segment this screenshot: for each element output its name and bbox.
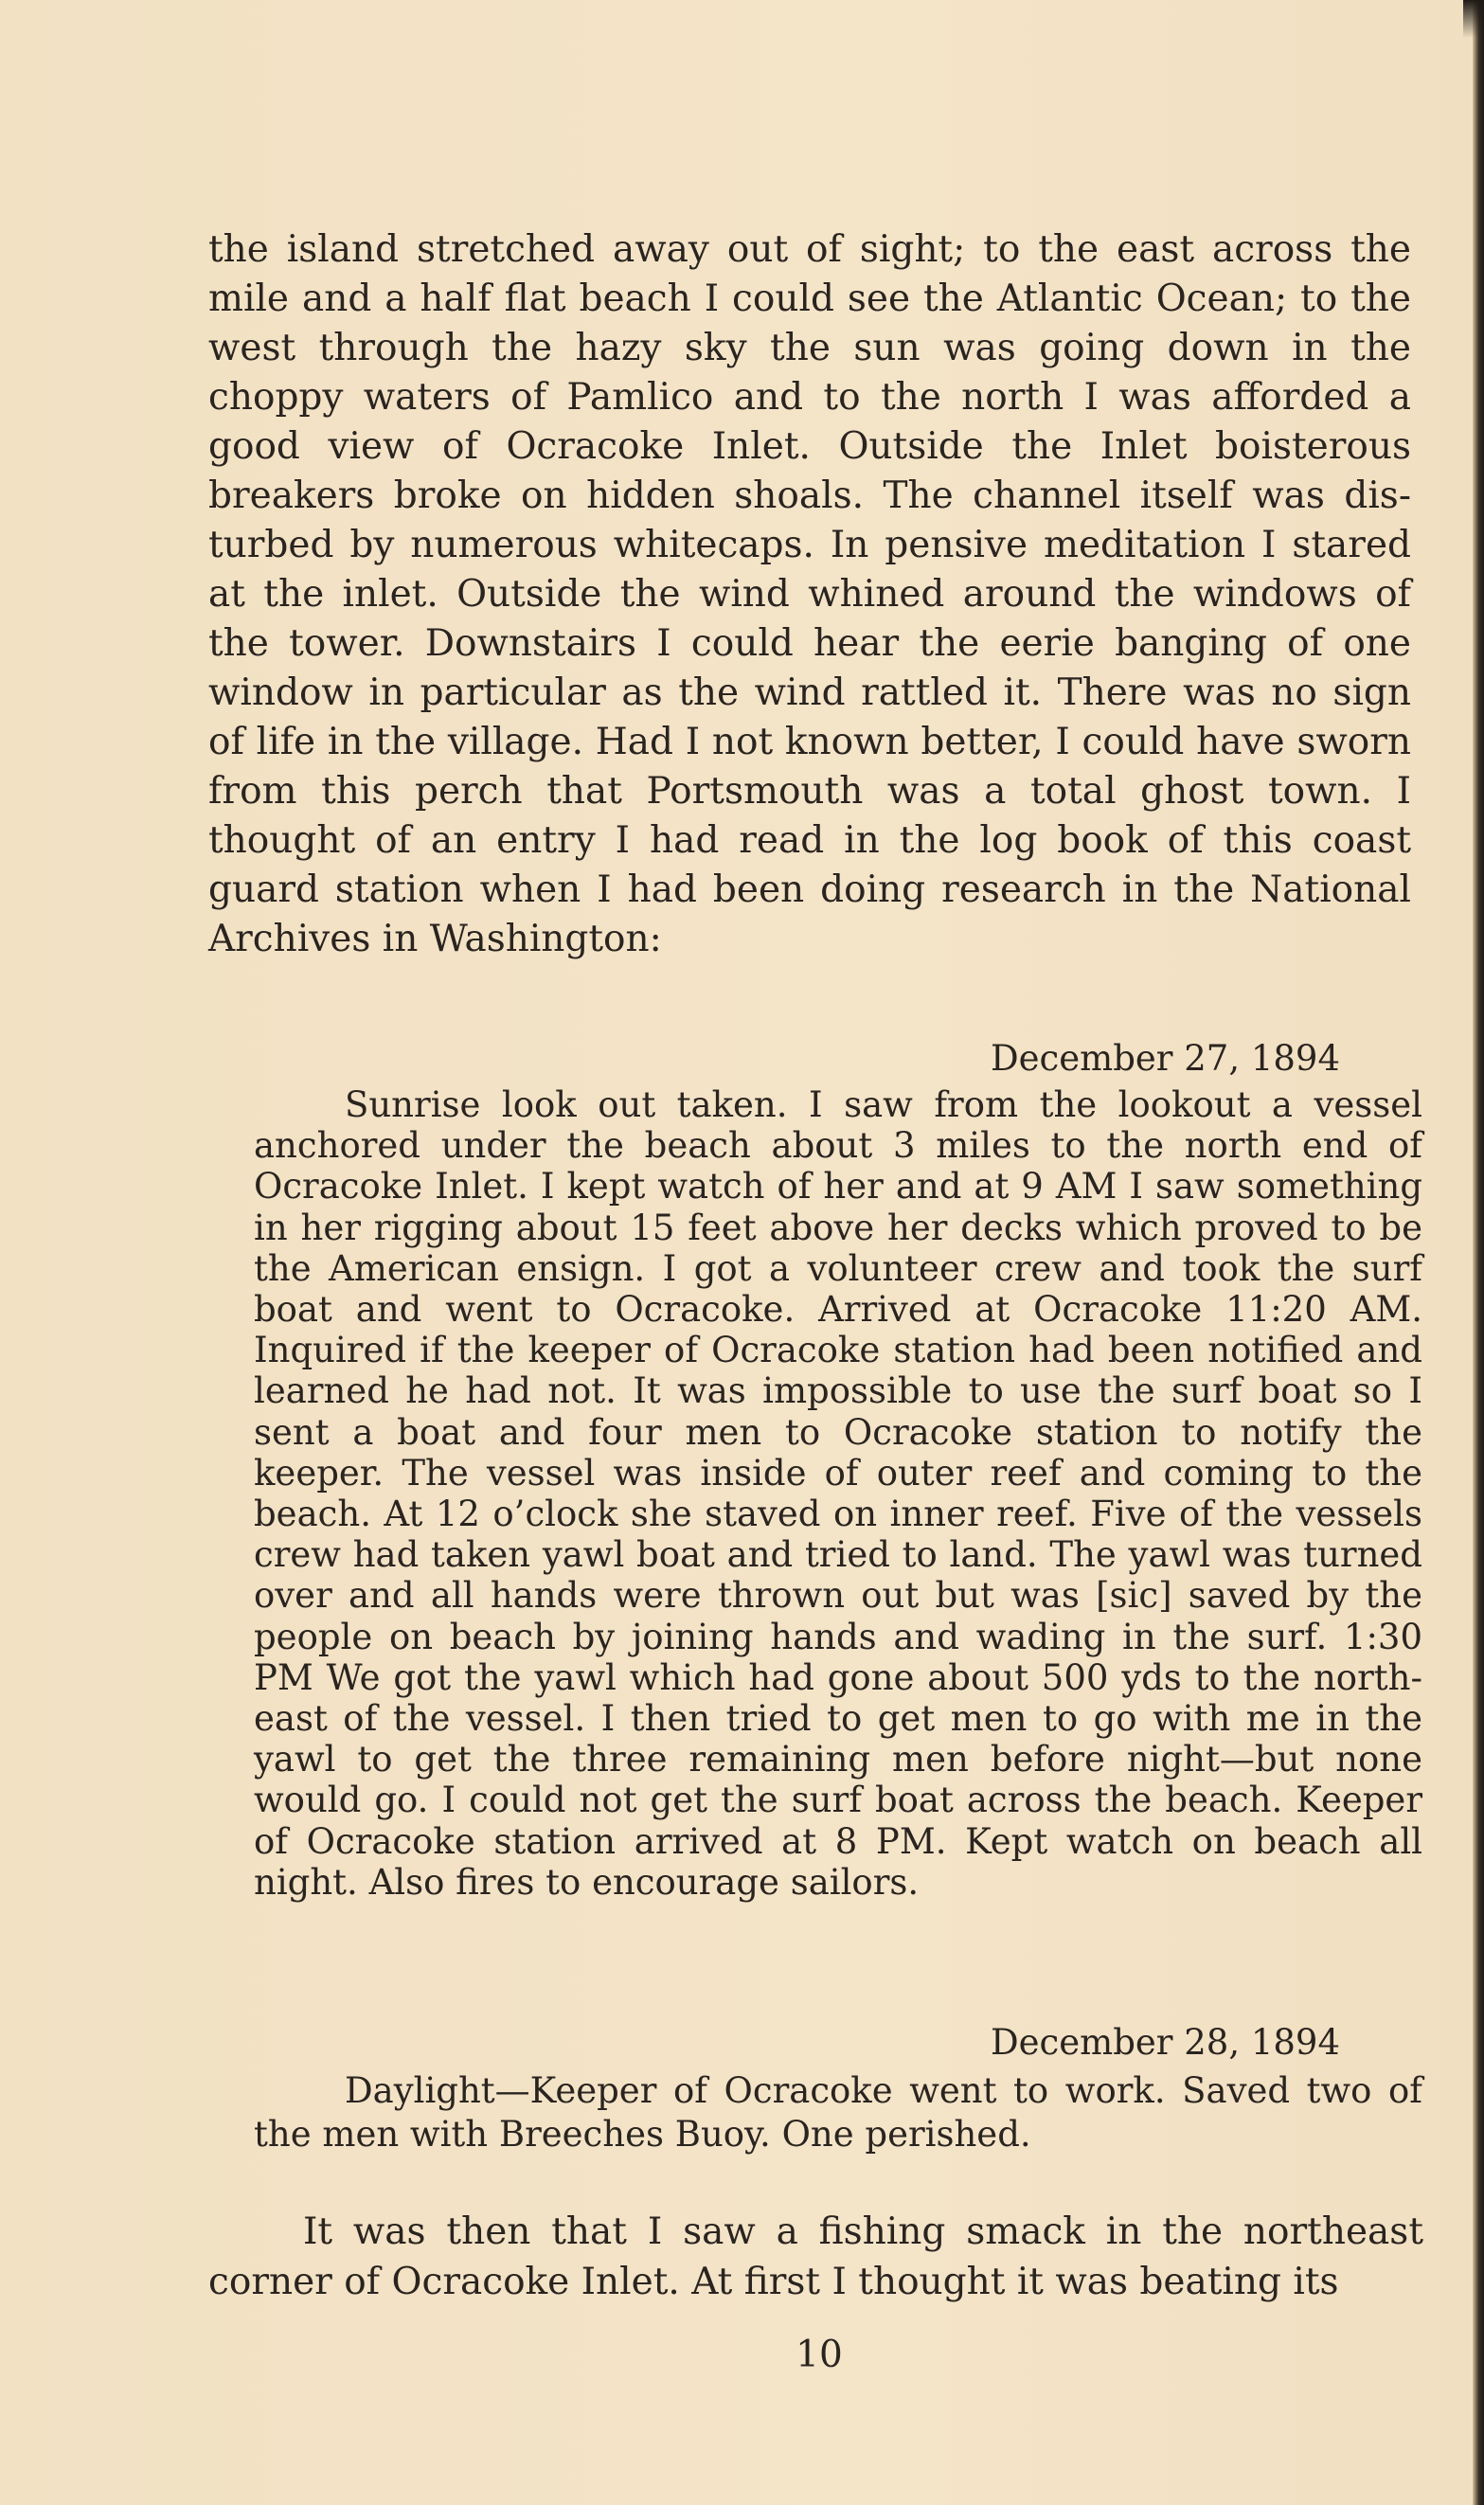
opening-paragraph: the island stretched away out of sight; to the east across the mile and a half flat beach I could see the Atlantic Ocean; to the west through the hazy sky the sun was going down in the choppy waters of Pamlico and to the north I was afforded a good view of Ocracoke Inlet. Outside the Inlet boisterous breakers broke on hidden shoals. The channel itself was disturbed by numerous whitecaps. In pensive meditation I stared at the inlet. Outside the wind whined around the windows of the tower. Downstairs I could hear the eerie banging of one window in particular as the wind rattled it. There was no sign of life in the village. Had I not known better, I could have sworn from this perch that Portsmouth was a total ghost town. I thought of an entry I had read in the log book of this coast guard station when I had been doing research in the National Archives in Washington: (208, 228, 1411, 960)
log-entry-date-1: December 27, 1894 (990, 1038, 1340, 1079)
closing-paragraph: It was then that I saw a fishing smack in the northeast corner of Ocracoke Inlet. At first I thought it was beating its (208, 2210, 1423, 2303)
log-entry-text-1: Sunrise look out taken. I saw from the lookout a vessel anchored under the beach about 3 miles to the north end of Ocracoke Inlet. I kept watch of her and at 9 AM I saw something in her rigging about 15 feet above her decks which proved to be the American ensign. I got a volunteer crew and took the surf boat and went to Ocracoke. Arrived at Ocracoke 11:20 AM. Inquired if the keeper of Ocracoke station had been notified and learned he had not. It was impossible to use the surf boat so I sent a boat and four men to Ocracoke station to notify the keeper. The vessel was inside of outer reef and coming to the beach. At 12 o’clock she staved on inner reef. Five of the vessels crew had taken yawl boat and tried to land. The yawl was turned over and all hands were thrown out but was [sic] saved by the people on beach by joining hands and wading in the surf. 1:30 PM We got the yawl which had gone about 500 yds to the northeast of the vessel. I then tried to get men to go with me in the yawl to get the three remaining men before night—but none would go. I could not get the surf boat across the beach. Keeper of Ocracoke station arrived at 8 PM. Kept watch on beach all night. Also fires to encourage sailors. (254, 1084, 1422, 1903)
page-number: 10 (796, 2334, 843, 2376)
log-entry-text-2: Daylight—Keeper of Ocracoke went to work. Saved two of the men with Breeches Buoy. One perished. (254, 2070, 1422, 2155)
page-corner-shadow (1463, 0, 1484, 38)
log-entry-date-2: December 28, 1894 (990, 2022, 1340, 2063)
page-binding-edge (1473, 0, 1484, 2505)
